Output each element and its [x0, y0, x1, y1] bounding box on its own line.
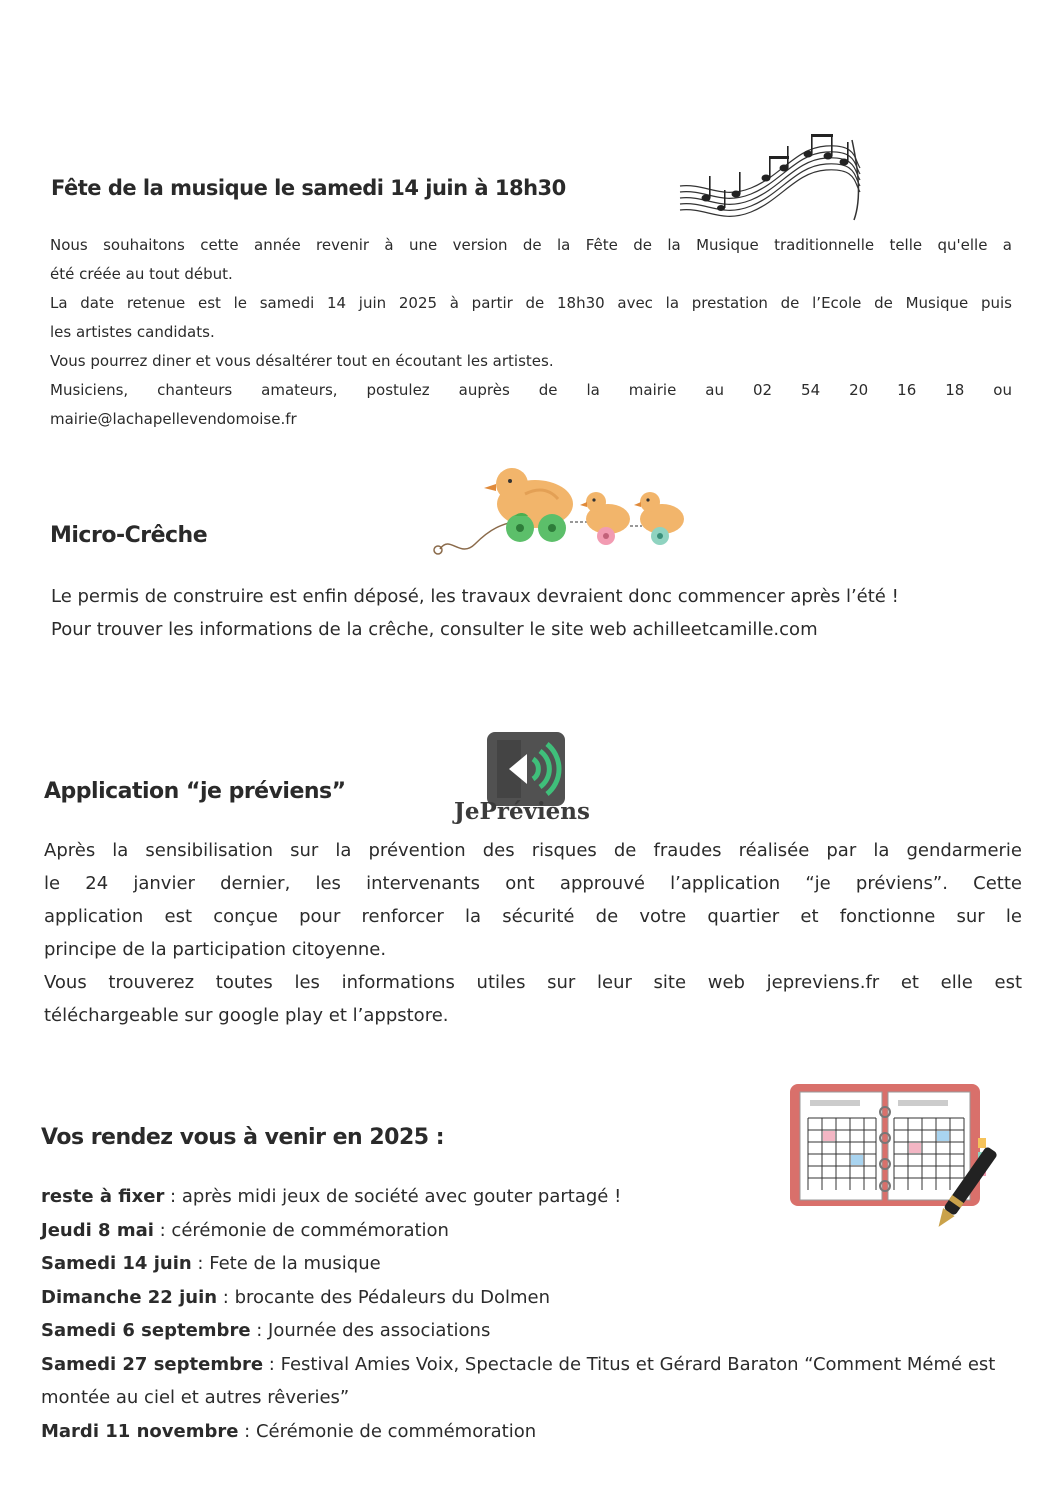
- paragraph-line: les artistes candidats.: [50, 323, 215, 341]
- app-section-body: [44, 834, 1022, 1032]
- paragraph-line: La date retenue est le samedi 14 juin 2025 à partir de 18h30 avec la prestation de l’Ecole de Musique puis: [50, 294, 1012, 312]
- event-date: Samedi 27 septembre: [41, 1353, 264, 1375]
- music-section-title: Fête de la musique le samedi 14 juin à 18h30: [51, 176, 566, 200]
- list-item: Dimanche 22 juin : brocante des Pédaleurs du Dolmen: [41, 1286, 550, 1308]
- list-item: Jeudi 8 mai : cérémonie de commémoration: [41, 1219, 449, 1241]
- event-date: Dimanche 22 juin: [41, 1286, 218, 1308]
- paragraph-line: Après la sensibilisation sur la prévention des risques de fraudes réalisée par la gendarmerie: [44, 840, 1022, 861]
- jepreviens-logo: [432, 726, 612, 830]
- list-item: Samedi 27 septembre : Festival Amies Voix, Spectacle de Titus et Gérard Baraton “Comment Mémé est montée au ciel et autres rêveries”: [41, 1353, 996, 1408]
- paragraph-line: Nous souhaitons cette année revenir à une version de la Fête de la Musique traditionnelle telle qu'elle a: [50, 236, 1012, 254]
- event-date: Jeudi 8 mai: [41, 1219, 154, 1241]
- event-text: Journée des associations: [268, 1320, 491, 1341]
- paragraph-line: téléchargeable sur google play et l’appstore.: [44, 1005, 449, 1026]
- event-text: après midi jeux de société avec gouter partagé !: [181, 1186, 622, 1207]
- list-item: Samedi 6 septembre : Journée des associations: [41, 1320, 491, 1341]
- events-list: [41, 1180, 1021, 1448]
- events-section-title: Vos rendez vous à venir en 2025 :: [41, 1125, 445, 1150]
- creche-section-body: [51, 580, 1031, 646]
- event-date: Samedi 6 septembre: [41, 1320, 251, 1341]
- paragraph-line: Vous pourrez diner et vous désaltérer tout en écoutant les artistes.: [50, 352, 554, 370]
- app-section-title: Application “je préviens”: [44, 779, 346, 804]
- paragraph-line: principe de la participation citoyenne.: [44, 939, 387, 960]
- creche-section-title: Micro-Crêche: [50, 523, 208, 548]
- jepreviens-logo-text: JePréviens: [454, 798, 590, 825]
- paragraph-line: le 24 janvier dernier, les intervenants ont approuvé l’application “je préviens”. Cette: [44, 873, 1022, 894]
- event-date: Mardi 11 novembre: [41, 1420, 239, 1442]
- event-text: Cérémonie de commémoration: [255, 1420, 537, 1442]
- paragraph-line: Musiciens, chanteurs amateurs, postulez auprès de la mairie au 02 54 20 16 18 ou: [50, 381, 1012, 399]
- music-section-body: [50, 231, 1012, 434]
- email-text: mairie@lachapellevendomoise.fr: [50, 410, 297, 428]
- event-text: Fete de la musique: [209, 1253, 381, 1274]
- event-text: brocante des Pédaleurs du Dolmen: [234, 1286, 550, 1308]
- list-item: reste à fixer : après midi jeux de société avec gouter partagé !: [41, 1186, 622, 1207]
- paragraph-line: Le permis de construire est enfin déposé, les travaux devraient donc commencer après l’été !: [51, 586, 899, 607]
- event-text: cérémonie de commémoration: [171, 1219, 449, 1241]
- paragraph-line: été créée au tout début.: [50, 265, 233, 283]
- list-item: Samedi 14 juin : Fete de la musique: [41, 1253, 381, 1274]
- music-notes-illustration: [676, 128, 866, 223]
- event-date: reste à fixer: [41, 1186, 165, 1207]
- pull-toy-ducks-illustration: [430, 464, 695, 564]
- paragraph-line: Pour trouver les informations de la crêche, consulter le site web achilleetcamille.com: [51, 619, 818, 640]
- paragraph-line: Vous trouverez toutes les informations utiles sur leur site web jepreviens.fr et elle est: [44, 972, 1022, 993]
- event-text: Festival Amies Voix, Spectacle de Titus et Gérard Baraton “Comment Mémé est montée au ciel et autres rêveries”: [41, 1353, 996, 1408]
- list-item: Mardi 11 novembre : Cérémonie de commémoration: [41, 1420, 537, 1442]
- paragraph-line: application est conçue pour renforcer la sécurité de votre quartier et fonctionne sur le: [44, 906, 1022, 927]
- event-date: Samedi 14 juin: [41, 1253, 192, 1274]
- jepreviens-logo-icon: [487, 732, 565, 806]
